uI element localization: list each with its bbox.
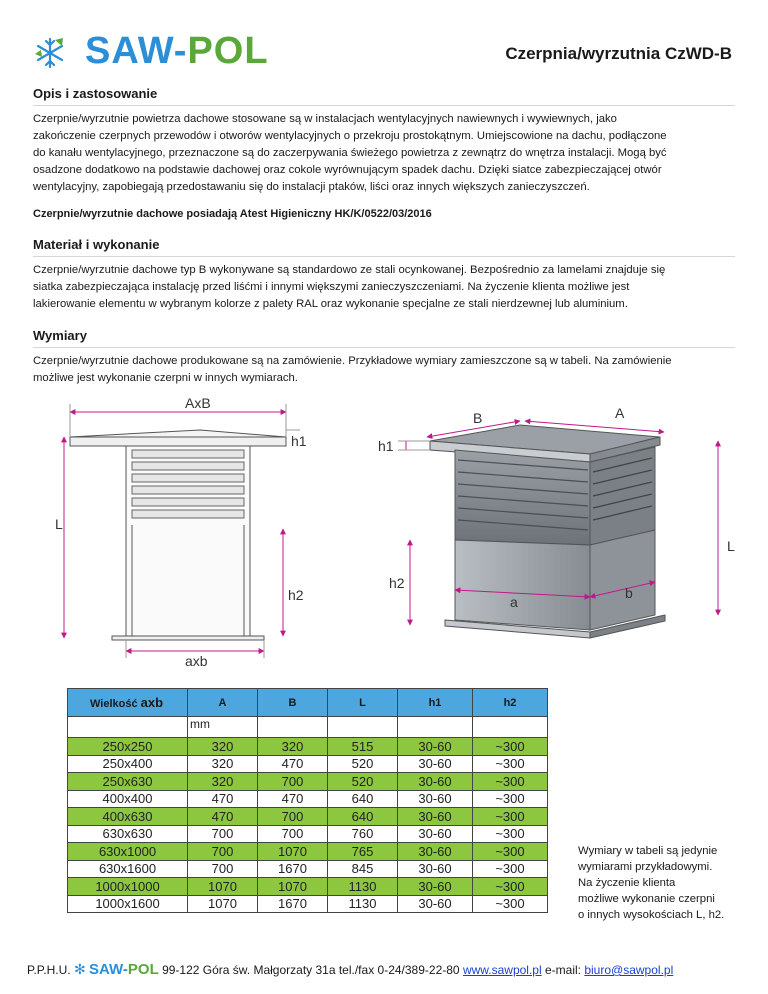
footer (27, 961, 673, 978)
table-cell: 30-60 (398, 825, 473, 843)
table-cell: 700 (188, 825, 258, 843)
table-cell: 630x1000 (68, 843, 188, 861)
table-cell: 760 (328, 825, 398, 843)
header-h1: h1 (398, 689, 473, 717)
table-row (68, 895, 548, 913)
table-cell: 320 (188, 755, 258, 773)
table-cell: 1070 (188, 878, 258, 896)
email-link[interactable]: biuro@sawpol.pl (584, 963, 674, 977)
brand-logo: SAW-POL (85, 30, 269, 72)
table-cell: 250x630 (68, 773, 188, 791)
technical-drawing (0, 390, 768, 680)
unit-label: mm (188, 717, 258, 738)
table-cell: 470 (258, 755, 328, 773)
document-title: Czerpnia/wyrzutnia CzWD-B (505, 44, 732, 63)
table-cell: 30-60 (398, 808, 473, 826)
table-cell: 30-60 (398, 878, 473, 896)
table-cell: ~300 (473, 843, 548, 861)
table-row (68, 790, 548, 808)
table-row (68, 843, 548, 861)
table-row (68, 773, 548, 791)
snowflake-icon: ✻ (73, 961, 86, 977)
footer-logo: SAW-POL (89, 961, 159, 978)
table-cell: 470 (188, 790, 258, 808)
table-cell: 700 (258, 773, 328, 791)
table-row (68, 825, 548, 843)
table-cell: 515 (328, 738, 398, 756)
label-h2-front: h2 (288, 587, 304, 603)
material-paragraph: Czerpnie/wyrzutnie dachowe typ B wykonywane są standardowo ze stali ocynkowanej. Bezpośrednio za lamelami znajduje się siatka zabezpieczająca instalację przed liśćmi i innymi większymi zanieczyszczeniami. Na życzenie klienta możliwe jest lakierowanie elementu w wybranym kolorze z palety RAL oraz wykonanie specjalne ze stali nierdzewnej lub aluminium. (33, 264, 666, 310)
label-a-iso: a (510, 594, 518, 610)
footer-address: 99-122 Góra św. Małgorzaty 31a tel./fax 0-24/389-22-80 (162, 963, 460, 977)
website-link[interactable]: www.sawpol.pl (462, 963, 542, 977)
label-AxB: AxB (185, 395, 211, 411)
certificate-note: Czerpnie/wyrzutnie dachowe posiadają Atest Higieniczny HK/K/0522/03/2016 (33, 208, 432, 220)
section-material-heading: Materiał i wykonanie (33, 237, 160, 252)
table-cell: 30-60 (398, 773, 473, 791)
table-cell: 400x400 (68, 790, 188, 808)
front-view-drawing (70, 430, 286, 640)
table-cell: 1130 (328, 895, 398, 913)
email-label: e-mail: (544, 963, 581, 977)
table-cell: 630x1600 (68, 860, 188, 878)
table-side-note: Wymiary w tabeli są jedynie wymiarami przykładowymi. Na życzenie klienta możliwe wykonanie czerpni o innych wysokościach L, h2. (578, 845, 725, 921)
label-B-iso: B (473, 410, 483, 426)
label-L-front: L (55, 516, 63, 532)
dimensions-paragraph: Czerpnie/wyrzutnie dachowe produkowane są na zamówienie. Przykładowe wymiary zamieszczone są w tabeli. Na zamówienie możliwe jest wykonanie czerpni w innych wymiarach. (33, 355, 672, 384)
table-cell: 470 (258, 790, 328, 808)
table-cell: ~300 (473, 773, 548, 791)
table-cell: ~300 (473, 895, 548, 913)
table-cell: 1070 (258, 843, 328, 861)
table-cell: 700 (258, 825, 328, 843)
table-row (68, 755, 548, 773)
table-cell: 250x250 (68, 738, 188, 756)
label-L-iso: L (727, 538, 735, 554)
table-cell: 1670 (258, 895, 328, 913)
label-h1-iso: h1 (378, 438, 394, 454)
table-cell: 1670 (258, 860, 328, 878)
table-cell: 30-60 (398, 755, 473, 773)
header-A: A (188, 689, 258, 717)
table-cell: 1070 (258, 878, 328, 896)
table-cell: 470 (188, 808, 258, 826)
table-cell: 1000x1000 (68, 878, 188, 896)
table-cell: 1070 (188, 895, 258, 913)
table-cell: 630x630 (68, 825, 188, 843)
table-cell: 30-60 (398, 860, 473, 878)
table-row (68, 738, 548, 756)
header-B: B (258, 689, 328, 717)
table-cell: 320 (258, 738, 328, 756)
table-cell: 520 (328, 773, 398, 791)
table-row (68, 860, 548, 878)
table-cell: 30-60 (398, 895, 473, 913)
table-cell: 640 (328, 790, 398, 808)
table-cell: 320 (188, 738, 258, 756)
table-cell: 700 (188, 860, 258, 878)
table-cell: 30-60 (398, 790, 473, 808)
table-cell: 520 (328, 755, 398, 773)
table-cell: ~300 (473, 755, 548, 773)
table-row (68, 878, 548, 896)
table-cell: ~300 (473, 808, 548, 826)
label-h1-front: h1 (291, 433, 307, 449)
table-cell: ~300 (473, 790, 548, 808)
table-cell: ~300 (473, 860, 548, 878)
table-cell: 1130 (328, 878, 398, 896)
table-cell: 765 (328, 843, 398, 861)
divider (33, 105, 735, 106)
table-cell: ~300 (473, 878, 548, 896)
table-cell: 1000x1600 (68, 895, 188, 913)
iso-view-drawing (430, 425, 665, 638)
table-cell: 640 (328, 808, 398, 826)
section-dimensions-heading: Wymiary (33, 328, 87, 343)
header-h2: h2 (473, 689, 548, 717)
table-row (68, 808, 548, 826)
table-cell: 30-60 (398, 738, 473, 756)
table-cell: 320 (188, 773, 258, 791)
dimensions-table (67, 688, 548, 913)
label-b-iso: b (625, 585, 633, 601)
table-cell: 400x630 (68, 808, 188, 826)
header-L: L (328, 689, 398, 717)
table-cell: ~300 (473, 825, 548, 843)
label-A-iso: A (615, 405, 625, 421)
snowflake-leaf-logo-icon (33, 36, 67, 70)
label-h2-iso: h2 (389, 575, 405, 591)
table-cell: ~300 (473, 738, 548, 756)
usage-paragraph: Czerpnie/wyrzutnie powietrza dachowe stosowane są w instalacjach wentylacyjnych nawiewnych i wywiewnych, jako zakończenie czerpnych przewodów i otworów wentylacyjnych o przekroju prostokątnym. Umiejscowione na dachu, podłączone do kanału wentylacyjnego, przeznaczone są do zaczerpywania świeżego powietrza z zewnątrz do wnętrza instalacji. Mogą być osadzone dodatkowo na podstawie dachowej oraz cokole wyrównującym spadek dachu. Dzięki siatce zabezpieczającej otwór wentylacyjny, zapobiegają przedostawaniu się do instalacji ptaków, liści oraz innych większych zanieczyszczeń. (33, 113, 667, 193)
footer-prefix: P.P.H.U. (27, 963, 71, 977)
section-usage-heading: Opis i zastosowanie (33, 86, 158, 101)
table-cell: 30-60 (398, 843, 473, 861)
divider (33, 347, 735, 348)
header-size: Wielkość axb (68, 689, 188, 717)
table-cell: 250x400 (68, 755, 188, 773)
table-cell: 700 (258, 808, 328, 826)
table-cell: 845 (328, 860, 398, 878)
label-axb: axb (185, 653, 208, 669)
table-cell: 700 (188, 843, 258, 861)
divider (33, 256, 735, 257)
